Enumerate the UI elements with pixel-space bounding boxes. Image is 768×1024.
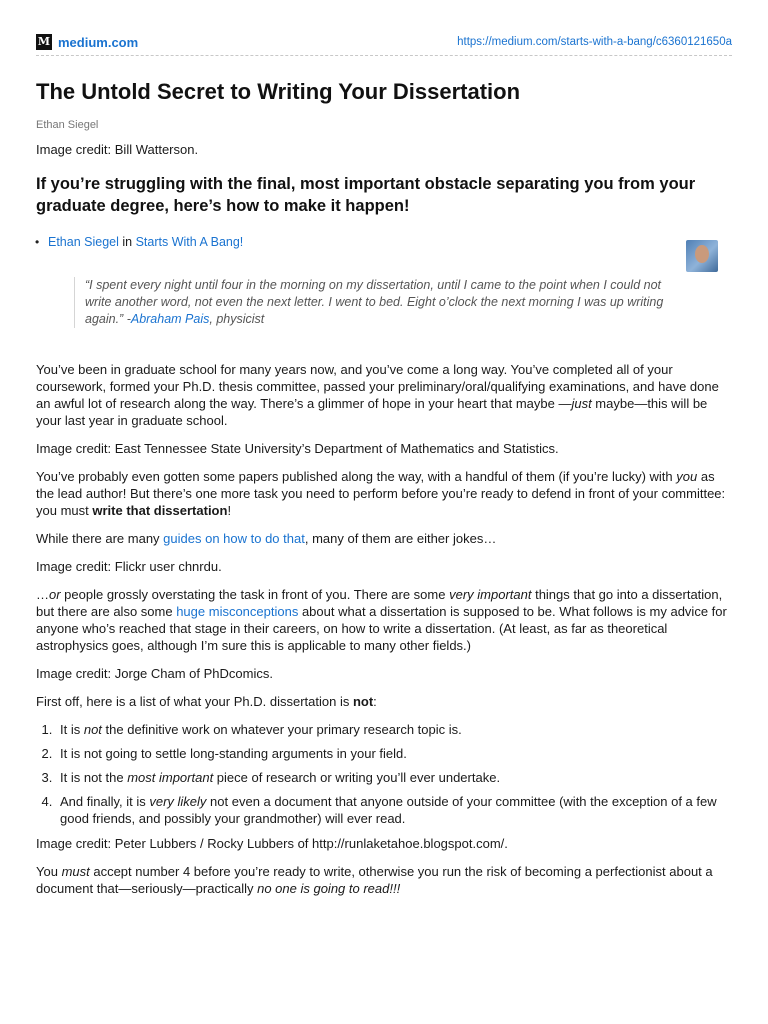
text-span: about what a dissertation is supposed to be. What follows is my advice for anyone who’s reached that stage in their careers, on how to write a dissertation. (At least, as far as theoretical astrophysics goes, although I’m sure this is applicable to many other fields.)	[36, 604, 727, 653]
text-span: the definitive work on whatever your primary research topic is.	[101, 722, 462, 737]
avatar-face	[695, 245, 709, 263]
list-item	[56, 769, 732, 786]
emphasis: very important	[449, 587, 532, 602]
header-divider	[36, 55, 732, 56]
text-span: !	[227, 503, 232, 518]
medium-logo-icon: M	[37, 35, 51, 48]
pull-quote	[74, 277, 674, 328]
quote-tail: , physicist	[209, 312, 265, 326]
text-span: :	[373, 694, 377, 709]
list-item	[56, 793, 732, 827]
list-item	[56, 721, 732, 738]
emphasis: or	[49, 587, 61, 602]
list-item	[56, 745, 732, 762]
paragraph	[36, 693, 732, 710]
text-span: not even a document that anyone outside of your committee (with the exception of a few good friends, and possibly your grandmother) will ever read.	[60, 794, 717, 826]
text-span: While there are many	[36, 531, 164, 546]
publication-link[interactable]: Starts With A Bang!	[135, 235, 244, 249]
text-span: First off, here is a list of what your Ph.D. dissertation is	[36, 694, 353, 709]
text-span: It is	[60, 722, 84, 737]
author-link[interactable]: Ethan Siegel	[48, 235, 119, 249]
paragraph	[36, 586, 732, 654]
byline	[36, 234, 732, 274]
text-span: You’ve been in graduate school for many years now, and you’ve come a long way. You’ve completed all of your coursework, formed your Ph.D. thesis committee, passed your preliminary/oral/qualifying examinations, and have done an awful lot of research along the way. There’s a glimmer of hope in your heart that maybe —	[36, 362, 719, 411]
quote-author-link[interactable]: Abraham Pais	[130, 312, 210, 326]
text-span: And finally, it is	[60, 794, 150, 809]
article	[36, 78, 732, 908]
text-span: …	[36, 587, 49, 602]
strong-text: write that dissertation	[92, 503, 228, 518]
text-span: things that go into a dissertation, but there are also some	[36, 587, 723, 619]
author-avatar[interactable]	[686, 240, 718, 272]
source-url-link[interactable]: https://medium.com/starts-with-a-bang/c6360121650a	[457, 36, 732, 48]
site-name[interactable]: medium.com	[58, 34, 139, 50]
emphasis: not	[83, 722, 102, 737]
paragraph	[36, 468, 732, 519]
byline-item	[35, 234, 244, 250]
byline-in-text: in	[118, 235, 136, 249]
image-caption: Image credit: Peter Lubbers / Rocky Lubbers of http://runlaketahoe.blogspot.com/.	[36, 836, 508, 851]
image-caption: Image credit: Jorge Cham of PhDcomics.	[36, 666, 273, 681]
strong-text: not	[352, 694, 374, 709]
article-subtitle: If you’re struggling with the final, most important obstacle separating you from your graduate degree, here’s how to make it happen!	[36, 175, 696, 215]
site-header	[36, 32, 732, 52]
paragraph	[36, 863, 732, 897]
text-span: You	[36, 864, 62, 879]
emphasis: just	[571, 396, 592, 411]
text-span: You’ve probably even gotten some papers published along the way, with a handful of them (if you’re lucky) with	[36, 469, 677, 484]
quote-text: “I spent every night until four in the morning on my dissertation, until I came to the point when I could not write another word, not even the next letter. I went to bed. Eight o’clock the next morning I was up writing again.” -	[85, 278, 664, 326]
text-span: people grossly overstating the task in front of you. There are some	[60, 587, 450, 602]
text-span: as the lead author! But there’s one more task you need to perform before you’re ready to defend in front of your committee: you must	[36, 469, 726, 518]
numbered-list	[36, 721, 732, 827]
article-author: Ethan Siegel	[36, 119, 99, 131]
emphasis: must	[61, 864, 90, 879]
text-span: piece of research or writing you’ll ever undertake.	[213, 770, 501, 785]
image-caption: Image credit: East Tennessee State University’s Department of Mathematics and Statistics.	[36, 441, 559, 456]
emphasis: most important	[127, 770, 214, 785]
bullet-icon: •	[35, 235, 40, 249]
paragraph	[36, 530, 732, 547]
paragraph	[36, 361, 732, 429]
guides-link[interactable]: guides on how to do that	[163, 531, 305, 546]
emphasis: no one is going to read!!!	[257, 881, 401, 896]
emphasis: very likely	[149, 794, 207, 809]
article-body	[36, 361, 732, 897]
text-span: , many of them are either jokes…	[304, 531, 497, 546]
text-span: It is not going to settle long-standing arguments in your field.	[60, 746, 407, 761]
image-caption: Image credit: Bill Watterson.	[36, 142, 199, 157]
site-brand[interactable]	[36, 34, 138, 50]
article-title: The Untold Secret to Writing Your Dissertation	[36, 79, 521, 104]
text-span: accept number 4 before you’re ready to write, otherwise you run the risk of becoming a perfectionist about a document that—seriously—practically	[36, 864, 713, 896]
text-span: It is not the	[60, 770, 128, 785]
emphasis: you	[676, 469, 698, 484]
text-span: maybe—this will be your last year in graduate school.	[36, 396, 708, 428]
image-caption: Image credit: Flickr user chnrdu.	[36, 559, 222, 574]
misconceptions-link[interactable]: huge misconceptions	[176, 604, 299, 619]
